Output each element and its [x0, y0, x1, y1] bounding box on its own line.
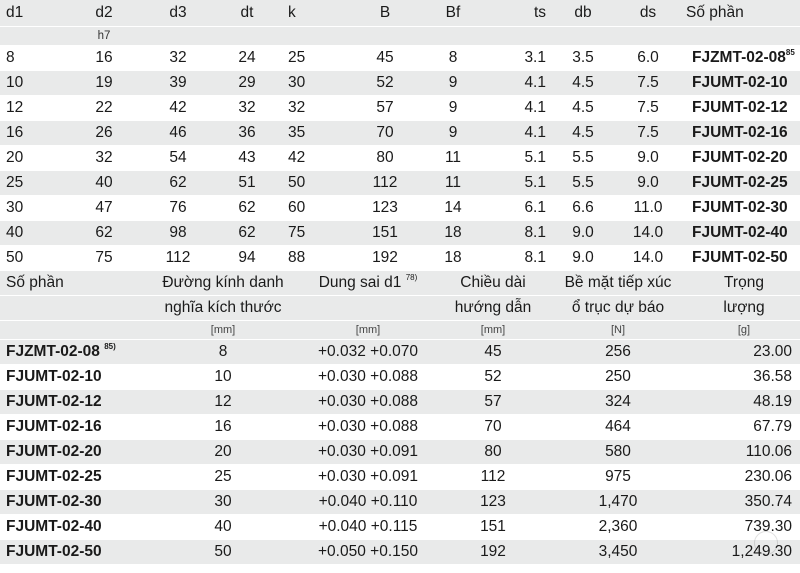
col-header-surface-line1: Bề mặt tiếp xúc: [548, 271, 688, 296]
cell-guide-length: 151: [438, 515, 548, 540]
cell-d3: 98: [144, 221, 212, 246]
cell-nominal-diameter: 40: [148, 515, 298, 540]
cell-ds: 14.0: [616, 221, 680, 246]
cell-ts: 3.1: [488, 46, 550, 71]
dimensions-row: [0, 46, 800, 71]
cell-part-number: [680, 196, 800, 221]
cell-dt: 62: [212, 196, 282, 221]
part-number-text: FJUMT-02-20: [6, 443, 102, 460]
unit-surface: [N]: [548, 321, 688, 340]
part-number-text: FJUMT-02-16: [692, 124, 788, 141]
cell-weight: 23.00: [688, 340, 800, 365]
col-header-part: Số phần: [0, 271, 148, 296]
cell-bf: 18: [418, 221, 488, 246]
cell-bf: 9: [418, 96, 488, 121]
cell-ds: 7.5: [616, 96, 680, 121]
cell-ts: 8.1: [488, 221, 550, 246]
part-details-table: [0, 271, 800, 565]
cell-part-number: [680, 171, 800, 196]
part-number-text: FJUMT-02-25: [6, 468, 102, 485]
col-header-d1: d1: [0, 0, 64, 27]
cell-bearing-surface: 256: [548, 340, 688, 365]
cell-bearing-surface: 3,450: [548, 540, 688, 565]
cell-d3: 54: [144, 146, 212, 171]
cell-guide-length: 192: [438, 540, 548, 565]
cell-part-number: [0, 465, 148, 490]
col-header-d3: d3: [144, 0, 212, 27]
col-header-b: B: [352, 0, 418, 27]
cell-db: 5.5: [550, 171, 616, 196]
cell-b: 192: [352, 246, 418, 271]
cell-tolerance: +0.030 +0.088: [298, 415, 438, 440]
cell-tolerance: +0.040 +0.115: [298, 515, 438, 540]
col-header-weight-line2: lượng: [688, 296, 800, 321]
cell-dt: 51: [212, 171, 282, 196]
dimensions-row: [0, 246, 800, 271]
part-details-row: [0, 390, 800, 415]
cell-k: 25: [282, 46, 352, 71]
details-header-row-1: [0, 271, 800, 296]
cell-nominal-diameter: 16: [148, 415, 298, 440]
cell-ts: 4.1: [488, 96, 550, 121]
cell-d1: 16: [0, 121, 64, 146]
cell-tolerance: +0.032 +0.070: [298, 340, 438, 365]
cell-k: 42: [282, 146, 352, 171]
cell-tolerance: +0.030 +0.091: [298, 440, 438, 465]
cell-d3: 46: [144, 121, 212, 146]
cell-db: 5.5: [550, 146, 616, 171]
cell-bf: 11: [418, 171, 488, 196]
cell-ts: 4.1: [488, 121, 550, 146]
cell-d1: 30: [0, 196, 64, 221]
cell-d2: 26: [64, 121, 144, 146]
cell-db: 9.0: [550, 246, 616, 271]
cell-k: 32: [282, 96, 352, 121]
cell-d2: 16: [64, 46, 144, 71]
part-number-text: FJUMT-02-30: [6, 493, 102, 510]
cell-k: 88: [282, 246, 352, 271]
blank-cell: [282, 27, 352, 46]
col-header-ds: ds: [616, 0, 680, 27]
cell-d1: 8: [0, 46, 64, 71]
cell-part-number: [0, 440, 148, 465]
cell-db: 4.5: [550, 121, 616, 146]
cell-db: 9.0: [550, 221, 616, 246]
cell-nominal-diameter: 50: [148, 540, 298, 565]
cell-part-number: [0, 365, 148, 390]
cell-guide-length: 123: [438, 490, 548, 515]
part-details-row: [0, 340, 800, 365]
dimensions-row: [0, 171, 800, 196]
dimensions-subheader-row: [0, 27, 800, 46]
footnote-ref: 85): [104, 342, 116, 351]
cell-ds: 14.0: [616, 246, 680, 271]
cell-b: 52: [352, 71, 418, 96]
cell-part-number: [0, 340, 148, 365]
cell-db: 6.6: [550, 196, 616, 221]
cell-nominal-diameter: 30: [148, 490, 298, 515]
cell-d3: 76: [144, 196, 212, 221]
cell-ds: 9.0: [616, 171, 680, 196]
cell-guide-length: 80: [438, 440, 548, 465]
dimensions-header-row: [0, 0, 800, 27]
cell-db: 3.5: [550, 46, 616, 71]
part-number-text: FJUMT-02-20: [692, 149, 788, 166]
footnote-ref: 78): [405, 273, 418, 282]
cell-tolerance: +0.050 +0.150: [298, 540, 438, 565]
part-details-row: [0, 515, 800, 540]
details-units-row: [0, 321, 800, 340]
cell-bearing-surface: 250: [548, 365, 688, 390]
blank-cell: [616, 27, 680, 46]
part-details-row: [0, 540, 800, 565]
cell-dt: 62: [212, 221, 282, 246]
cell-tolerance: +0.030 +0.088: [298, 390, 438, 415]
cell-d3: 32: [144, 46, 212, 71]
details-header-row-2: [0, 296, 800, 321]
cell-nominal-diameter: 10: [148, 365, 298, 390]
cell-b: 70: [352, 121, 418, 146]
cell-bearing-surface: 2,360: [548, 515, 688, 540]
cell-b: 151: [352, 221, 418, 246]
part-details-row: [0, 440, 800, 465]
cell-d1: 10: [0, 71, 64, 96]
cell-bearing-surface: 975: [548, 465, 688, 490]
cell-bf: 8: [418, 46, 488, 71]
part-number-text: FJUMT-02-16: [6, 418, 102, 435]
cell-weight: 67.79: [688, 415, 800, 440]
cell-part-number: [0, 415, 148, 440]
watermark-mark: [754, 531, 778, 555]
cell-tolerance: +0.030 +0.088: [298, 365, 438, 390]
cell-d3: 42: [144, 96, 212, 121]
cell-db: 4.5: [550, 96, 616, 121]
part-number-text: FJUMT-02-12: [6, 393, 102, 410]
part-number-text: FJUMT-02-40: [692, 224, 788, 241]
part-number-text: FJUMT-02-50: [6, 543, 102, 560]
col-header-tolerance: Dung sai d1 $^{78)}$: [298, 271, 438, 296]
cell-part-number: [0, 515, 148, 540]
col-header-dt: dt: [212, 0, 282, 27]
cell-tolerance: +0.030 +0.091: [298, 465, 438, 490]
cell-d2: 75: [64, 246, 144, 271]
dimensions-row: [0, 196, 800, 221]
cell-weight: 739.30: [688, 515, 800, 540]
unit-weight: [g]: [688, 321, 800, 340]
dimensions-table: [0, 0, 800, 271]
cell-k: 75: [282, 221, 352, 246]
dimensions-row: [0, 221, 800, 246]
cell-ts: 4.1: [488, 71, 550, 96]
cell-d1: 12: [0, 96, 64, 121]
cell-d2: 47: [64, 196, 144, 221]
cell-k: 50: [282, 171, 352, 196]
cell-d3: 39: [144, 71, 212, 96]
cell-d2: 40: [64, 171, 144, 196]
cell-ds: 7.5: [616, 121, 680, 146]
part-number-text: FJUMT-02-10: [692, 74, 788, 91]
part-number-text: FJZMT-02-08: [692, 49, 786, 66]
col-header-part-number: Số phần: [680, 0, 800, 27]
unit-nominal: [mm]: [148, 321, 298, 340]
cell-ds: 11.0: [616, 196, 680, 221]
cell-ds: 9.0: [616, 146, 680, 171]
blank-cell: [488, 27, 550, 46]
cell-part-number: [0, 540, 148, 565]
cell-k: 60: [282, 196, 352, 221]
cell-bearing-surface: 580: [548, 440, 688, 465]
cell-nominal-diameter: 12: [148, 390, 298, 415]
cell-d2: 62: [64, 221, 144, 246]
dimensions-row: [0, 96, 800, 121]
col-header-nominal-line1: Đường kính danh: [148, 271, 298, 296]
cell-bf: 9: [418, 121, 488, 146]
cell-guide-length: 57: [438, 390, 548, 415]
cell-b: 57: [352, 96, 418, 121]
cell-part-number: [680, 46, 800, 71]
part-number-text: FJUMT-02-30: [692, 199, 788, 216]
col-header-db: db: [550, 0, 616, 27]
cell-b: 45: [352, 46, 418, 71]
cell-nominal-diameter: 25: [148, 465, 298, 490]
cell-part-number: [0, 490, 148, 515]
cell-b: 123: [352, 196, 418, 221]
col-header-bf: Bf: [418, 0, 488, 27]
cell-dt: 29: [212, 71, 282, 96]
col-header-d2: d2: [64, 0, 144, 27]
cell-d3: 62: [144, 171, 212, 196]
blank-cell: [0, 27, 64, 46]
cell-d1: 40: [0, 221, 64, 246]
cell-part-number: [680, 121, 800, 146]
unit-tolerance: [mm]: [298, 321, 438, 340]
cell-bf: 11: [418, 146, 488, 171]
cell-ts: 5.1: [488, 146, 550, 171]
cell-ts: 6.1: [488, 196, 550, 221]
col-header-surface-line2: ổ trục dự báo: [548, 296, 688, 321]
dimensions-row: [0, 146, 800, 171]
cell-d1: 25: [0, 171, 64, 196]
cell-bf: 9: [418, 71, 488, 96]
col-header-k: k: [282, 0, 352, 27]
col-header-guide-line1: Chiều dài: [438, 271, 548, 296]
part-number-text: FJUMT-02-50: [692, 249, 788, 266]
footnote-ref: 85: [785, 48, 795, 57]
cell-part-number: [0, 390, 148, 415]
dimensions-row: [0, 71, 800, 96]
part-details-row: [0, 415, 800, 440]
cell-db: 4.5: [550, 71, 616, 96]
cell-k: 30: [282, 71, 352, 96]
cell-bf: 18: [418, 246, 488, 271]
part-number-text: FJUMT-02-40: [6, 518, 102, 535]
col-header-weight-line1: Trọng: [688, 271, 800, 296]
dimensions-row: [0, 121, 800, 146]
cell-weight: 230.06: [688, 465, 800, 490]
d2-tolerance-class: h7: [64, 27, 144, 46]
cell-d2: 22: [64, 96, 144, 121]
cell-guide-length: 52: [438, 365, 548, 390]
cell-part-number: [680, 96, 800, 121]
part-number-text: FJUMT-02-25: [692, 174, 788, 191]
cell-guide-length: 70: [438, 415, 548, 440]
cell-b: 80: [352, 146, 418, 171]
cell-d1: 50: [0, 246, 64, 271]
unit-guide: [mm]: [438, 321, 548, 340]
blank-cell: [212, 27, 282, 46]
cell-tolerance: +0.040 +0.110: [298, 490, 438, 515]
cell-weight: 36.58: [688, 365, 800, 390]
cell-nominal-diameter: 20: [148, 440, 298, 465]
cell-weight: 1,249.30: [688, 540, 800, 565]
cell-dt: 32: [212, 96, 282, 121]
cell-d1: 20: [0, 146, 64, 171]
cell-part-number: [680, 71, 800, 96]
cell-part-number: [680, 246, 800, 271]
part-details-row: [0, 465, 800, 490]
part-number-text: FJUMT-02-12: [692, 99, 788, 116]
part-details-row: [0, 365, 800, 390]
col-header-guide-line2: hướng dẫn: [438, 296, 548, 321]
cell-d2: 19: [64, 71, 144, 96]
cell-part-number: [680, 221, 800, 246]
cell-bf: 14: [418, 196, 488, 221]
col-header-ts: ts: [488, 0, 550, 27]
blank-cell: [418, 27, 488, 46]
cell-nominal-diameter: 8: [148, 340, 298, 365]
cell-ts: 5.1: [488, 171, 550, 196]
part-details-row: [0, 490, 800, 515]
cell-bearing-surface: 324: [548, 390, 688, 415]
cell-dt: 94: [212, 246, 282, 271]
cell-part-number: [680, 146, 800, 171]
cell-b: 112: [352, 171, 418, 196]
cell-bearing-surface: 464: [548, 415, 688, 440]
cell-d2: 32: [64, 146, 144, 171]
blank-cell: [680, 27, 800, 46]
part-number-text: FJUMT-02-10: [6, 368, 102, 385]
cell-k: 35: [282, 121, 352, 146]
cell-dt: 36: [212, 121, 282, 146]
cell-ds: 6.0: [616, 46, 680, 71]
cell-dt: 43: [212, 146, 282, 171]
cell-d3: 112: [144, 246, 212, 271]
cell-weight: 110.06: [688, 440, 800, 465]
blank-cell: [352, 27, 418, 46]
blank-cell: [550, 27, 616, 46]
cell-bearing-surface: 1,470: [548, 490, 688, 515]
cell-ds: 7.5: [616, 71, 680, 96]
cell-weight: 48.19: [688, 390, 800, 415]
blank-cell: [144, 27, 212, 46]
cell-ts: 8.1: [488, 246, 550, 271]
cell-weight: 350.74: [688, 490, 800, 515]
cell-dt: 24: [212, 46, 282, 71]
part-number-text: FJZMT-02-08: [6, 343, 100, 360]
col-header-nominal-line2: nghĩa kích thước: [148, 296, 298, 321]
cell-guide-length: 112: [438, 465, 548, 490]
cell-guide-length: 45: [438, 340, 548, 365]
